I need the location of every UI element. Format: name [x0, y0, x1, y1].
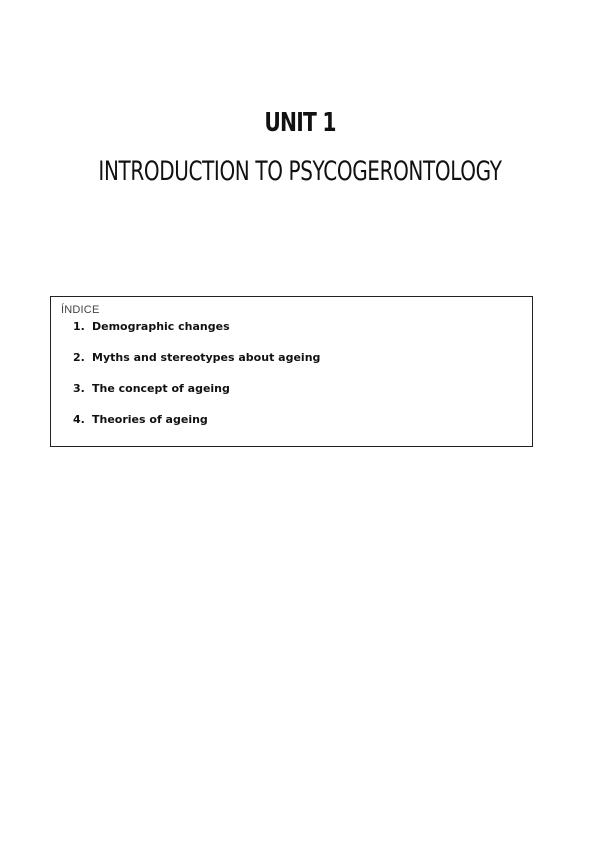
- toc-item-demographic-changes: [73, 319, 320, 350]
- toc-item-number: 3.: [73, 382, 85, 395]
- table-of-contents-heading: ÍNDICE: [61, 304, 100, 316]
- toc-item-myths-stereotypes: [73, 350, 320, 381]
- table-of-contents-list: [73, 319, 320, 443]
- toc-item-concept-of-ageing: [73, 381, 320, 412]
- unit-title-heading: INTRODUCTION TO PSYCOGERONTOLOGY: [98, 156, 502, 187]
- toc-item-label: Myths and stereotypes about ageing: [92, 351, 321, 364]
- toc-item-number: 2.: [73, 351, 85, 364]
- toc-item-theories-of-ageing: [73, 412, 320, 443]
- table-of-contents-box: [50, 296, 533, 447]
- toc-item-label: Theories of ageing: [92, 413, 208, 426]
- toc-item-number: 1.: [73, 320, 85, 333]
- toc-item-number: 4.: [73, 413, 85, 426]
- unit-number-heading: UNIT 1: [264, 108, 336, 138]
- toc-item-label: Demographic changes: [92, 320, 230, 333]
- toc-item-label: The concept of ageing: [92, 382, 230, 395]
